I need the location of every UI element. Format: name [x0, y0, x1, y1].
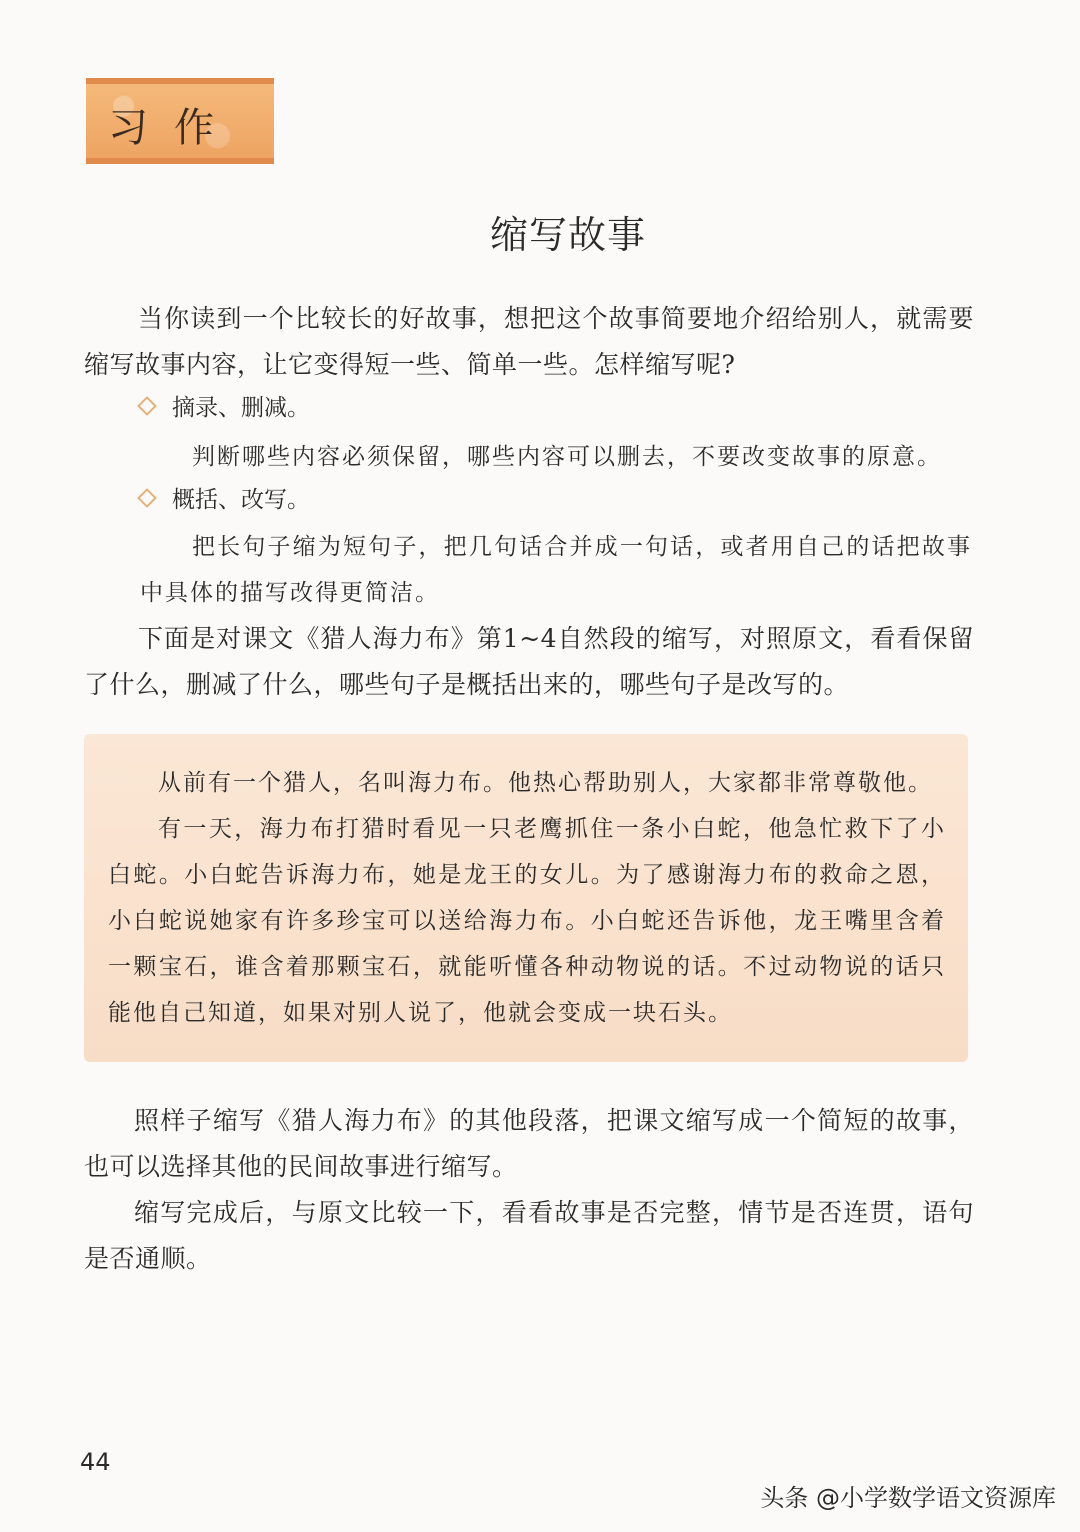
intro-paragraph: 当你读到一个比较长的好故事，想把这个故事简要地介绍给别人，就需要缩写故事内容，让它变得短一些、简单一些。怎样缩写呢?	[84, 304, 974, 379]
page-number: 44	[80, 1448, 111, 1476]
diamond-bullet-icon	[137, 396, 157, 416]
section-badge	[86, 78, 274, 164]
method-heading-label: 概括、改写。	[172, 487, 310, 513]
sample-text	[108, 760, 946, 1036]
example-intro-paragraph: 下面是对课文《猎人海力布》第1~4自然段的缩写，对照原文，看看保留了什么，删减了什么，哪些句子是概括出来的，哪些句子是改写的。	[84, 624, 974, 699]
task-paragraph: 照样子缩写《猎人海力布》的其他段落，把课文缩写成一个简短的故事，也可以选择其他的民间故事进行缩写。	[84, 1106, 974, 1181]
sample-paragraph-1: 从前有一个猎人，名叫海力布。他热心帮助别人，大家都非常尊敬他。	[158, 770, 933, 796]
method-heading-label: 摘录、删减。	[172, 395, 310, 421]
method-heading-1	[140, 388, 310, 428]
page-title: 缩写故事	[489, 213, 646, 257]
diamond-bullet-icon	[137, 488, 157, 508]
check-paragraph: 缩写完成后，与原文比较一下，看看故事是否完整，情节是否连贯，语句是否通顺。	[84, 1198, 974, 1273]
sample-paragraph-2: 有一天，海力布打猎时看见一只老鹰抓住一条小白蛇，他急忙救下了小白蛇。小白蛇告诉海力布，她是龙王的女儿。为了感谢海力布的救命之恩，小白蛇说她家有许多珍宝可以送给海力布。小白蛇还告诉他，龙王嘴里含着一颗宝石，谁含着那颗宝石，就能听懂各种动物说的话。不过动物说的话只能他自己知道，如果对别人说了，他就会变成一块石头。	[108, 816, 946, 1026]
method-detail-2: 把长句子缩为短句子，把几句话合并成一句话，或者用自己的话把故事中具体的描写改得更简洁。	[140, 534, 972, 606]
method-detail-1: 判断哪些内容必须保留，哪些内容可以删去，不要改变故事的原意。	[192, 444, 942, 470]
watermark: 头条 @小学数学语文资源库	[760, 1484, 1056, 1512]
method-heading-2	[140, 480, 310, 520]
section-badge-label: 习作	[108, 105, 240, 151]
